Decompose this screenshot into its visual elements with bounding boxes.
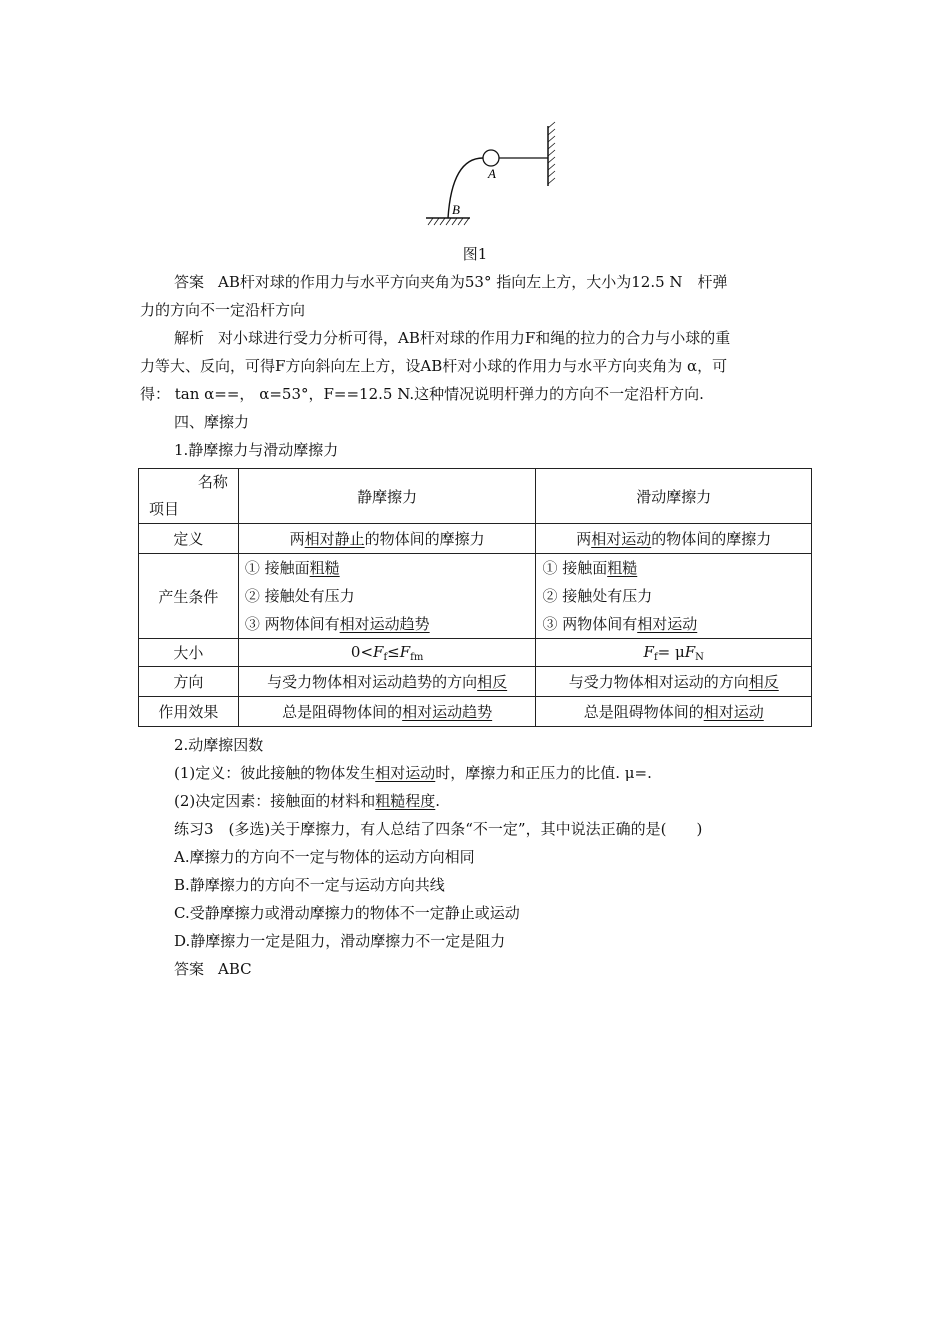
option-c: C.受静摩擦力或滑动摩擦力的物体不一定静止或运动 — [174, 904, 520, 922]
label-b: B — [452, 202, 460, 217]
row-label-magnitude: 大小 — [139, 639, 239, 667]
answer-line-2: 力的方向不一定沿杆方向 — [140, 301, 306, 319]
table-header-row — [139, 469, 812, 524]
analysis-text-1: 对小球进行受力分析可得，AB杆对球的作用力F和绳的拉力的合力与小球的重 — [218, 329, 731, 347]
table-row — [139, 697, 812, 727]
coefficient-definition: (1)定义：彼此接触的物体发生相对运动时，摩擦力和正压力的比值. μ=. — [174, 764, 652, 782]
sliding-definition: 两相对运动的物体间的摩擦力 — [536, 524, 812, 554]
header-static: 静摩擦力 — [238, 469, 536, 524]
exercise-stem: 练习3 (多选)关于摩擦力，有人总结了四条“不一定”，其中说法正确的是( ) — [174, 820, 703, 838]
option-d: D.静摩擦力一定是阻力，滑动摩擦力不一定是阻力 — [174, 932, 506, 950]
option-a: A.摩擦力的方向不一定与物体的运动方向相同 — [174, 848, 475, 866]
coefficient-title: 2.动摩擦因数 — [174, 736, 264, 754]
coefficient-factors: (2)决定因素：接触面的材料和粗糙程度. — [174, 792, 441, 810]
section-title: 四、摩擦力 — [174, 413, 250, 431]
exercise-answer: 答案 ABC — [174, 960, 252, 978]
analysis-line-3: 得： tan α==， α=53°，F==12.5 N.这种情况说明杆弹力的方向不一定沿杆方向. — [140, 385, 704, 403]
sliding-direction: 与受力物体相对运动的方向相反 — [536, 667, 812, 697]
option-b: B.静摩擦力的方向不一定与运动方向共线 — [174, 876, 445, 894]
static-magnitude: $0<F_f\le F_{fm}$ — [238, 639, 536, 667]
table-row — [139, 554, 812, 639]
analysis-line-1 — [174, 324, 730, 352]
row-label-effect: 作用效果 — [139, 697, 239, 727]
row-label-conditions: 产生条件 — [139, 554, 239, 639]
answer-text-1: AB杆对球的作用力与水平方向夹角为53° 指向左上方，大小为12.5 N 杆弹 — [218, 273, 728, 291]
label-a: A — [488, 166, 496, 181]
table-row — [139, 639, 812, 667]
physics-figure — [418, 118, 568, 230]
static-effect: 总是阻碍物体间的相对运动趋势 — [238, 697, 536, 727]
table-row — [139, 667, 812, 697]
section-subtitle: 1.静摩擦力与滑动摩擦力 — [174, 441, 339, 459]
header-item: 项目 — [149, 500, 180, 518]
header-name: 名称 — [197, 473, 228, 491]
sliding-magnitude: $F_f= \mu F_N$ — [536, 639, 812, 667]
table-corner-cell — [139, 469, 239, 524]
static-conditions: ① 接触面粗糙 ② 接触处有压力 ③ 两物体间有相对运动趋势 — [238, 554, 536, 639]
table-row — [139, 524, 812, 554]
sliding-effect: 总是阻碍物体间的相对运动 — [536, 697, 812, 727]
static-definition: 两相对静止的物体间的摩擦力 — [238, 524, 536, 554]
analysis-line-2: 力等大、反向，可得F方向斜向左上方，设AB杆对小球的作用力与水平方向夹角为 α，可 — [140, 357, 728, 375]
static-direction: 与受力物体相对运动趋势的方向相反 — [238, 667, 536, 697]
row-label-definition: 定义 — [139, 524, 239, 554]
answer-label: 答案 — [174, 273, 205, 291]
analysis-label: 解析 — [174, 329, 205, 347]
sliding-conditions: ① 接触面粗糙 ② 接触处有压力 ③ 两物体间有相对运动 — [536, 554, 812, 639]
answer-line-1 — [174, 268, 728, 296]
header-sliding: 滑动摩擦力 — [536, 469, 812, 524]
figure-caption: 图1 — [462, 245, 488, 263]
row-label-direction: 方向 — [139, 667, 239, 697]
friction-table — [138, 468, 812, 727]
